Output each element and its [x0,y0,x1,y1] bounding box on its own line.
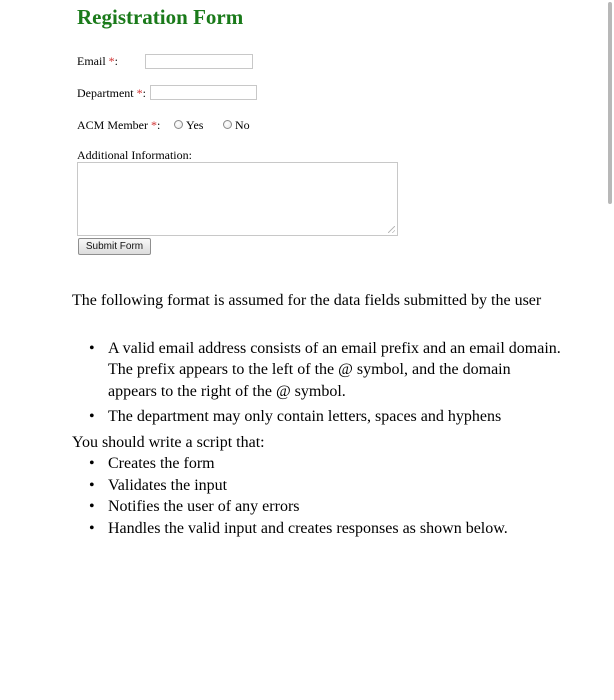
list-item: • Validates the input [72,475,562,497]
format-intro: The following format is assumed for the data fields submitted by the user [72,292,542,309]
bullet-icon: • [89,519,95,537]
required-mark: * [151,118,157,132]
script-intro: You should write a script that: [72,433,265,451]
acm-no-label[interactable]: No [235,118,250,132]
email-label: Email *: [77,54,119,68]
form-title: Registration Form [77,5,244,29]
department-label: Department *: [77,86,146,100]
list-item: • Notifies the user of any errors [72,496,562,518]
required-mark: * [136,86,143,100]
acm-yes-label[interactable]: Yes [186,118,204,132]
bullet-icon: • [89,476,95,494]
resize-handle-icon[interactable] [388,226,395,233]
acm-no-radio[interactable] [223,120,232,129]
list-item: • A valid email address consists of an email prefix and an email domain. The prefix appears to the left of the @ symbol, and the domain appears to the right of the @ symbol. [89,339,561,400]
list-item: • The department may only contain letters, spaces and hyphens [72,406,562,428]
scrollbar-thumb[interactable] [608,2,612,204]
acm-member-label: ACM Member *: [77,118,161,132]
additional-info-textarea[interactable] [77,162,398,236]
additional-info-label: Additional Information: [77,148,192,162]
scrollbar-track[interactable] [606,0,614,700]
format-requirements-list [72,338,562,428]
list-item: • Creates the form [72,453,562,475]
bullet-icon: • [89,498,95,515]
bullet-icon: • [89,408,95,425]
script-steps-list [72,453,562,539]
department-input[interactable] [150,85,257,100]
list-item: • Handles the valid input and creates responses as shown below. [72,518,562,540]
acm-yes-radio[interactable] [174,120,183,129]
description [72,290,562,539]
email-input[interactable] [145,54,253,69]
bullet-icon: • [89,455,95,472]
submit-form-button[interactable]: Submit Form [78,238,151,255]
bullet-icon: • [89,339,95,357]
required-mark: * [108,54,115,68]
